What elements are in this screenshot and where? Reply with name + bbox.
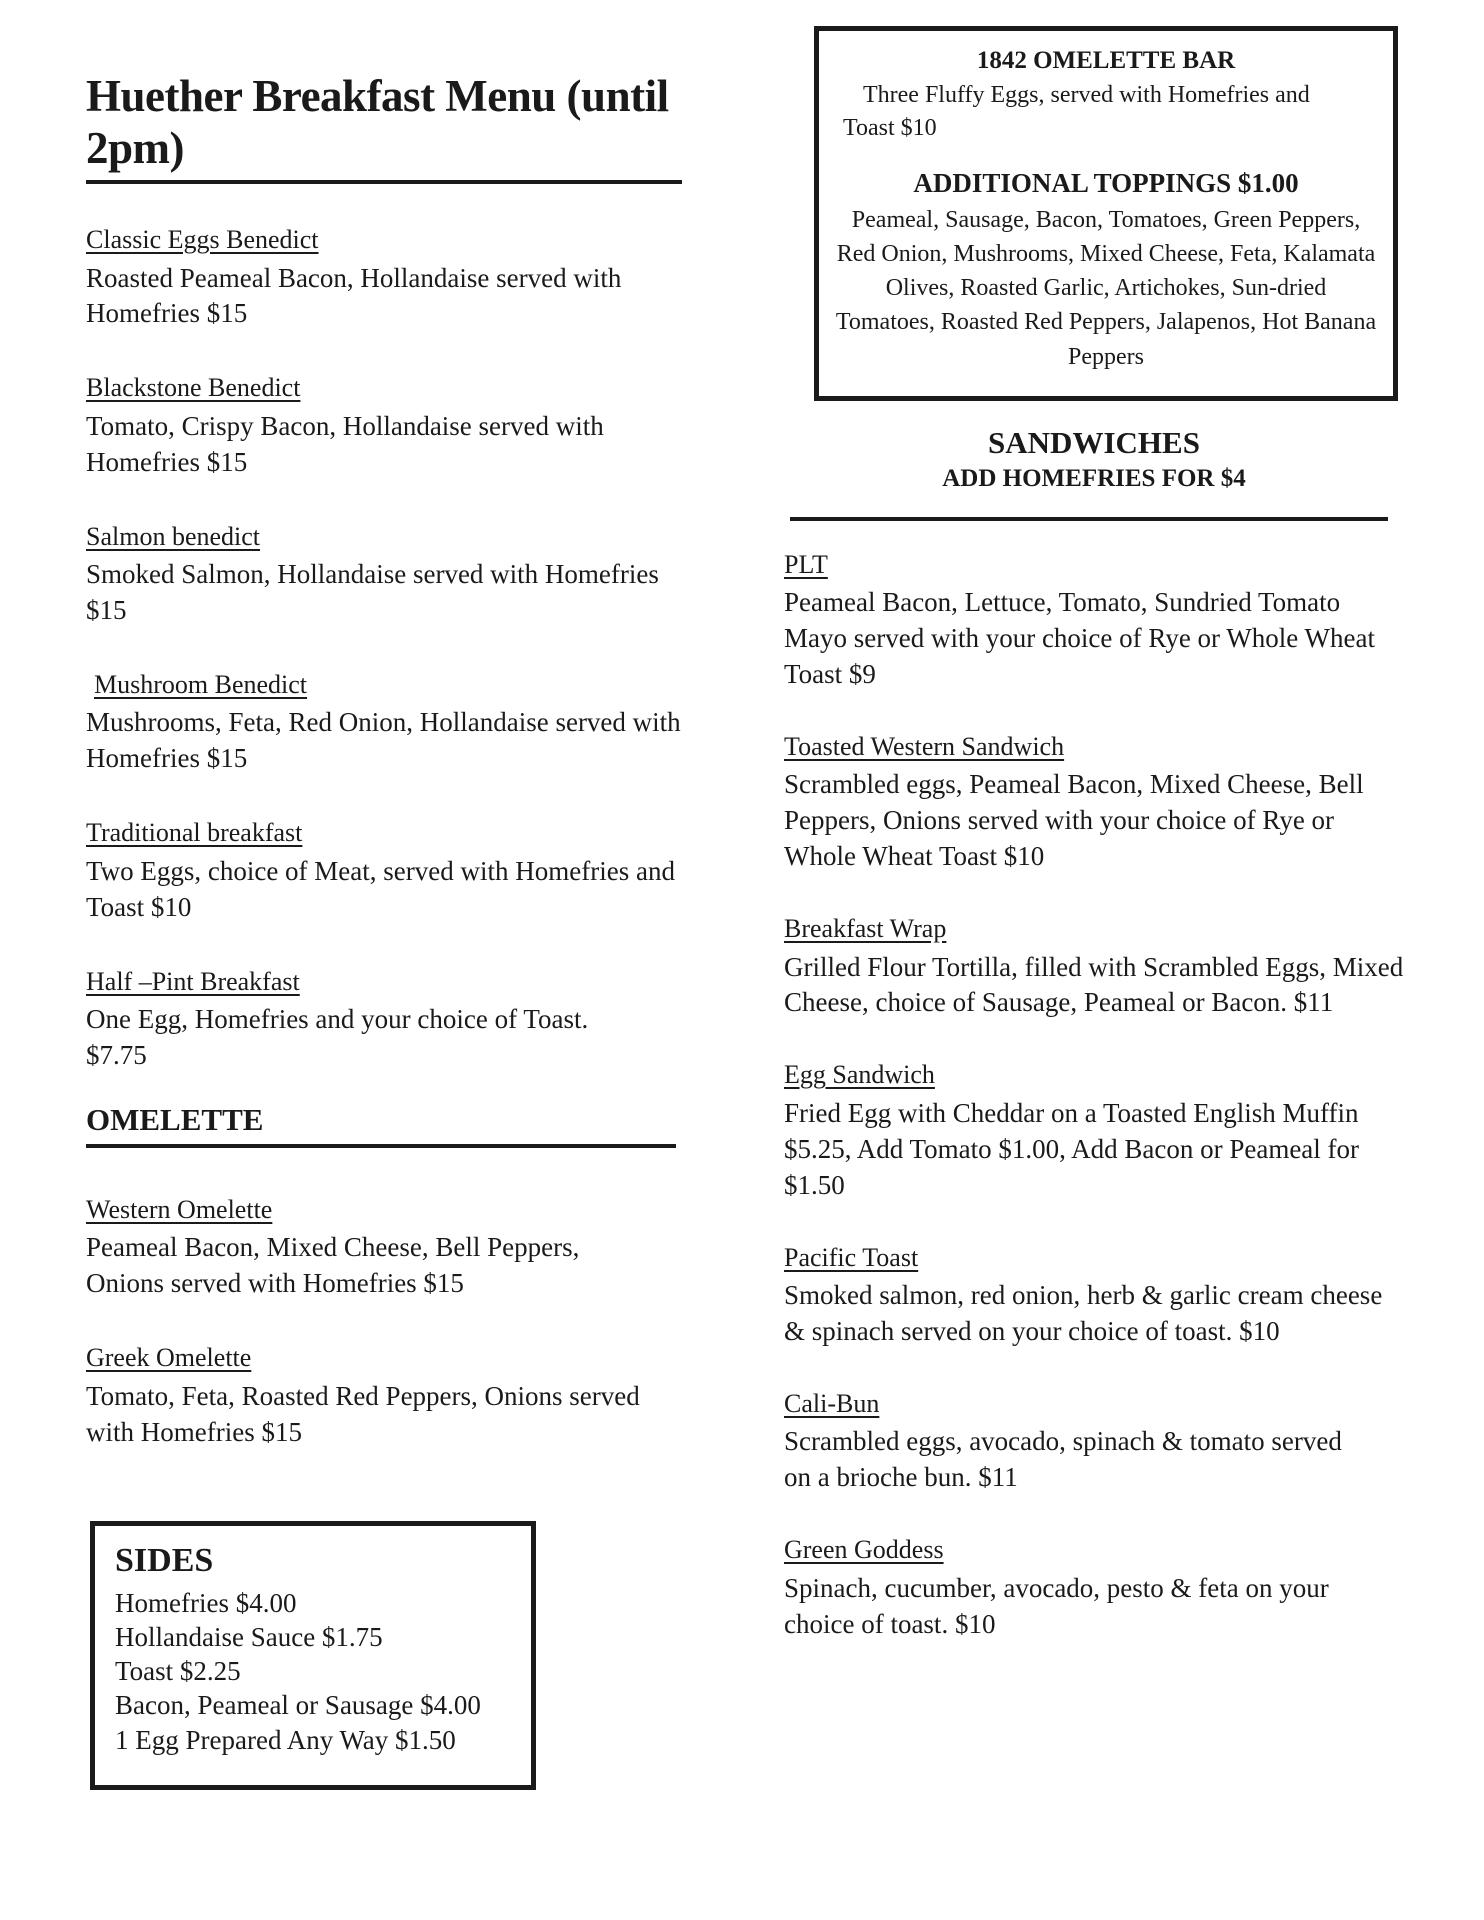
- sides-heading: SIDES: [115, 1541, 214, 1579]
- item-name: Green Goddess: [784, 1535, 944, 1565]
- item-name: Egg Sandwich: [784, 1060, 935, 1090]
- omelette-bar-description: [835, 79, 1377, 144]
- item-name: PLT: [784, 549, 828, 579]
- sandwiches-header: [784, 425, 1404, 493]
- item-description: Smoked salmon, red onion, herb & garlic cream cheese & spinach served on your choice of toast. $10: [784, 1280, 1383, 1347]
- omelette-bar-heading: 1842 OMELETTE BAR: [976, 47, 1236, 74]
- menu-item: [86, 1194, 706, 1302]
- menu-item: [86, 817, 706, 925]
- item-name: Western Omelette: [86, 1194, 273, 1224]
- item-name: Breakfast Wrap: [784, 914, 947, 944]
- right-column: [784, 26, 1404, 1681]
- item-name: Traditional breakfast: [86, 818, 303, 848]
- menu-item: [784, 1242, 1404, 1350]
- menu-item: [86, 521, 706, 629]
- item-description: Two Eggs, choice of Meat, served with Homefries and Toast $10: [86, 855, 675, 922]
- omelette-heading: OMELETTE: [86, 1101, 264, 1137]
- item-description: Mushrooms, Feta, Red Onion, Hollandaise served with Homefries $15: [86, 707, 681, 774]
- sides-box: [90, 1521, 536, 1790]
- menu-item: [86, 966, 706, 1074]
- item-description: Tomato, Crispy Bacon, Hollandaise served with Homefries $15: [86, 410, 604, 477]
- menu-item: [86, 224, 706, 332]
- left-column: [86, 70, 706, 1790]
- item-name: Classic Eggs Benedict: [86, 225, 319, 254]
- item-name: Half –Pint Breakfast: [86, 966, 300, 996]
- item-description: Roasted Peameal Bacon, Hollandaise served with Homefries $15: [86, 262, 622, 329]
- toppings-heading: ADDITIONAL TOPPINGS $1.00: [913, 168, 1299, 199]
- item-name: Pacific Toast: [784, 1242, 919, 1272]
- menu-item: [86, 1342, 706, 1450]
- omelette-bar-desc-line: Three Fluffy Eggs, served with Homefries and: [863, 82, 1310, 108]
- item-description: Peameal Bacon, Lettuce, Tomato, Sundried Tomato Mayo served with your choice of Rye or Whole Wheat Toast $9: [784, 587, 1375, 689]
- sandwiches-heading: SANDWICHES: [988, 424, 1200, 460]
- menu-item: [784, 1388, 1404, 1496]
- item-name: Cali-Bun: [784, 1388, 880, 1418]
- sides-item: 1 Egg Prepared Any Way $1.50: [115, 1724, 456, 1755]
- item-description: Spinach, cucumber, avocado, pesto & feta on your choice of toast. $10: [784, 1572, 1329, 1639]
- menu-item: [784, 1534, 1404, 1642]
- sandwiches-underline: [790, 517, 1388, 521]
- sides-item: Homefries $4.00: [115, 1587, 297, 1618]
- menu-title: Huether Breakfast Menu (until 2pm): [86, 71, 669, 173]
- item-description: Scrambled eggs, Peameal Bacon, Mixed Cheese, Bell Peppers, Onions served with your choice of Rye or Whole Wheat Toast $10: [784, 769, 1364, 872]
- item-description: Peameal Bacon, Mixed Cheese, Bell Peppers, Onions served with Homefries $15: [86, 1232, 580, 1299]
- item-name: Greek Omelette: [86, 1343, 252, 1373]
- item-description: Smoked Salmon, Hollandaise served with Homefries $15: [86, 559, 659, 626]
- omelette-bar-desc-line: Toast $10: [843, 114, 937, 141]
- sides-item: Bacon, Peameal or Sausage $4.00: [115, 1690, 481, 1721]
- title-underline: [86, 180, 682, 184]
- item-name: Salmon benedict: [86, 521, 261, 551]
- item-description: Scrambled eggs, avocado, spinach & tomato served on a brioche bun. $11: [784, 1426, 1342, 1493]
- toppings-list: Peameal, Sausage, Bacon, Tomatoes, Green Peppers, Red Onion, Mushrooms, Mixed Cheese, Feta, Kalamata Olives, Roasted Garlic, Artichokes, Sun-dried Tomatoes, Roasted Red Peppers, Jalapenos, Hot Banana Peppers: [835, 207, 1377, 370]
- omelette-bar-box: [814, 26, 1398, 401]
- menu-item: [86, 372, 706, 480]
- menu-item: [784, 913, 1404, 1021]
- item-name: Blackstone Benedict: [86, 373, 301, 403]
- sides-item: Hollandaise Sauce $1.75: [115, 1621, 383, 1652]
- item-name: Toasted Western Sandwich: [784, 731, 1065, 761]
- omelette-underline: [86, 1144, 676, 1148]
- sides-item: Toast $2.25: [115, 1656, 241, 1687]
- item-description: Fried Egg with Cheddar on a Toasted English Muffin $5.25, Add Tomato $1.00, Add Bacon or Peameal for $1.50: [784, 1097, 1360, 1200]
- item-description: Grilled Flour Tortilla, filled with Scrambled Eggs, Mixed Cheese, choice of Sausage, Peameal or Bacon. $11: [784, 951, 1404, 1018]
- item-description: Tomato, Feta, Roasted Red Peppers, Onions served with Homefries $15: [86, 1380, 640, 1447]
- menu-item: [784, 731, 1404, 875]
- sandwiches-subheading: ADD HOMEFRIES FOR $4: [942, 464, 1246, 492]
- menu-item: [86, 669, 706, 777]
- item-name: Mushroom Benedict: [94, 669, 308, 699]
- menu-item: [784, 549, 1404, 693]
- menu-item: [784, 1059, 1404, 1203]
- item-description: One Egg, Homefries and your choice of Toast. $7.75: [86, 1004, 589, 1070]
